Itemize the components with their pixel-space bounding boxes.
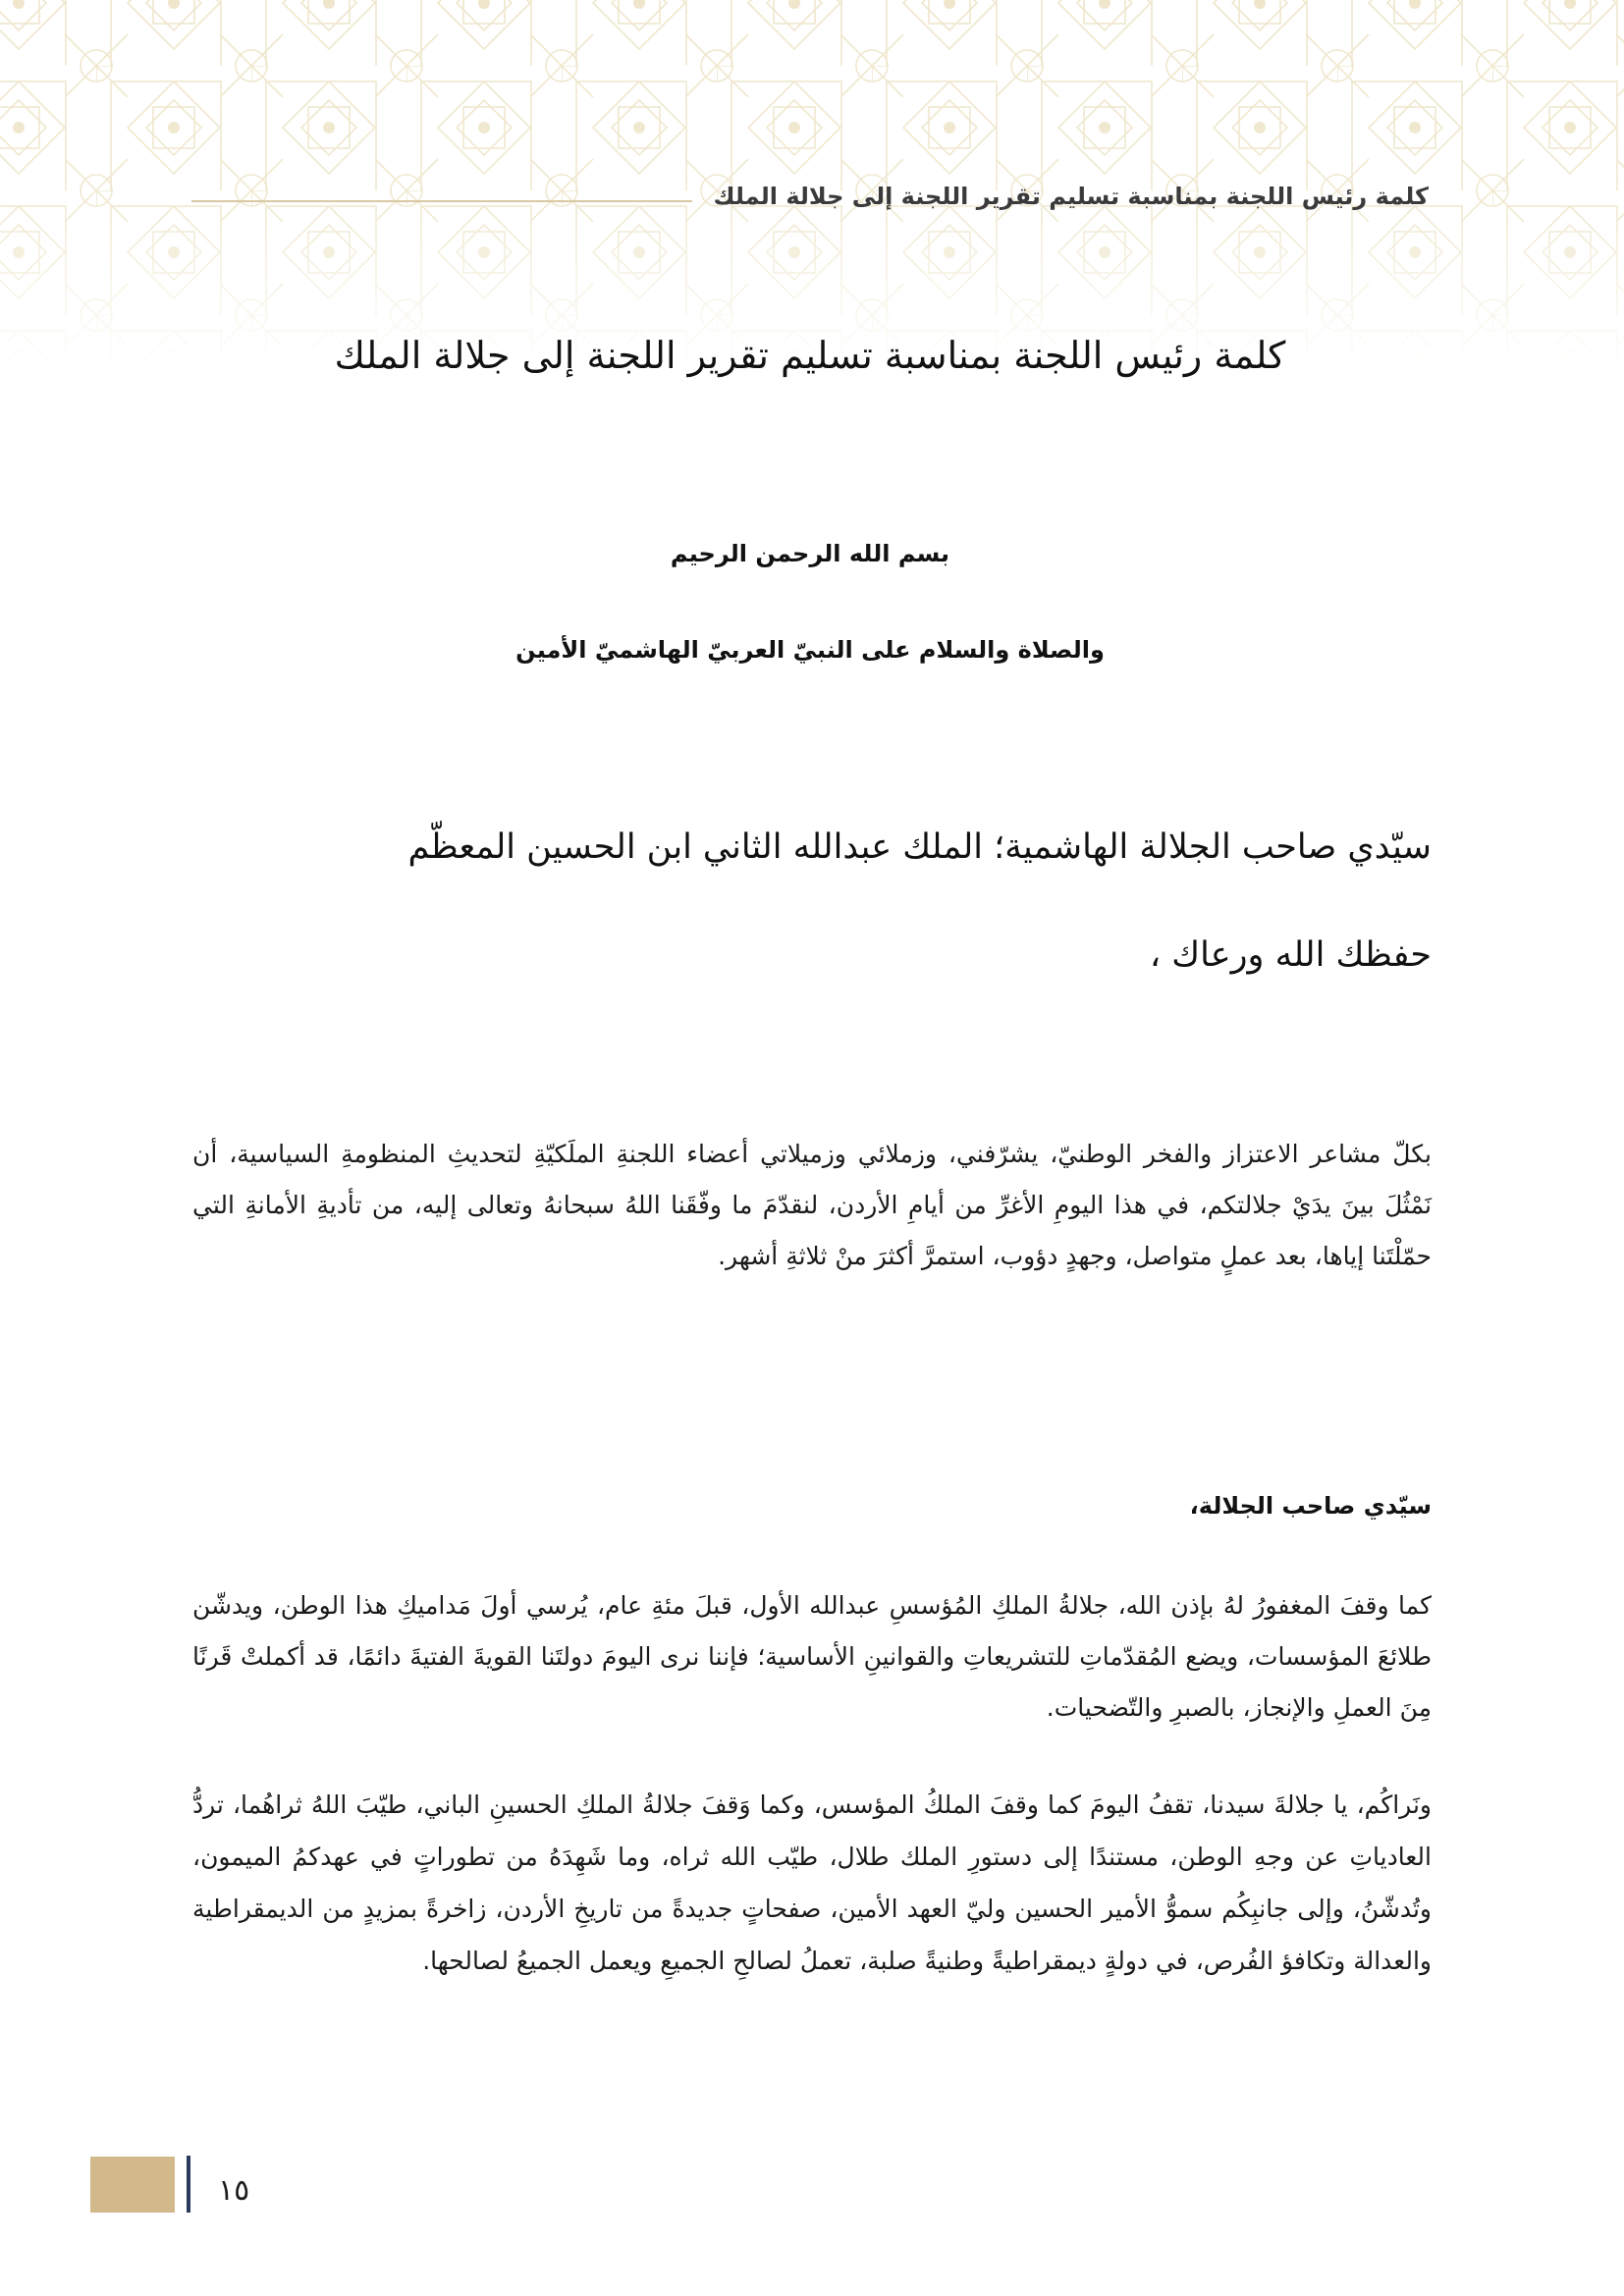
footer-divider-bar <box>187 2156 190 2213</box>
running-header <box>191 177 1429 216</box>
basmala-line: بسم الله الرحمن الرحيم <box>670 540 950 567</box>
page-footer <box>90 2155 249 2214</box>
header-divider-rule <box>191 200 692 202</box>
address-line: سيّدي صاحب الجلالة، <box>1189 1492 1432 1520</box>
body-paragraph-2: كما وقفَ المغفورُ لهُ بإذن الله، جلالةُ الملكِ المُؤسسِ عبدالله الأول، قبلَ مئةِ عام، يُرسي أولَ مَداميكِ هذا الوطن، ويدشّن طلائعَ المؤسسات، ويضع المُقدّماتِ للتشريعاتِ والقوانينِ الأساسية؛ فإننا نرى اليومَ دولتَنا القويةَ الفتيةَ دائمًا، قد أكملتْ قَرنًا مِنَ العملِ والإنجاز، بالصبرِ والتّضحيات. <box>192 1591 1432 1722</box>
blessing-line: حفظك الله ورعاك ، <box>1149 935 1432 975</box>
body-paragraph-1: بكلّ مشاعر الاعتزاز والفخر الوطنيّ، يشرّفني، وزملائي وزميلاتي أعضاء اللجنةِ الملَكيّةِ لتحديثِ المنظومةِ السياسية، أن نَمْثُلَ بينَ يدَيْ جلالتكم، في هذا اليومِ الأغرِّ من أيامِ الأردن، لنقدّمَ ما وفّقَنا اللهُ سبحانهُ وتعالى إليه، من تأديةِ الأمانةِ التي حمّلْتَنا إياها، بعد عملٍ متواصل، وجهدٍ دؤوب، استمرَّ أكثرَ منْ ثلاثةِ أشهر. <box>192 1140 1432 1270</box>
running-header-title: كلمة رئيس اللجنة بمناسبة تسليم تقرير اللجنة إلى جلالة الملك <box>713 183 1429 210</box>
footer-color-block <box>90 2157 175 2213</box>
body-paragraph-3: ونَراكُم، يا جلالةَ سيدنا، تقفُ اليومَ كما وقفَ الملكُ المؤسس، وكما وَقفَ جلالةُ الملكِ الحسينِ الباني، طيّبَ اللهُ ثراهُما، تردُّ العادياتِ عن وجهِ الوطن، مستندًا إلى دستورِ الملك طلال، طيّب الله ثراه، وما شَهِدَهُ من تطوراتٍ في عهدكمُ الميمون، وتُدشّنُ، وإلى جانبِكُم سموُّ الأمير الحسين وليّ العهد الأمين، صفحاتٍ جديدةً من تاريخِ الأردن، زاخرةً بمزيدٍ من الديمقراطية والعدالة وتكافؤ الفُرص، في دولةٍ ديمقراطيةً وطنيةً صلبة، تعملُ لصالحِ الجميعِ ويعمل الجميعُ لصالحها. <box>192 1790 1432 1975</box>
salutation-heading: سيّدي صاحب الجلالة الهاشمية؛ الملك عبدالله الثاني ابن الحسين المعظّم <box>407 828 1432 867</box>
page-number: ١٥ <box>218 2172 250 2208</box>
page-title: كلمة رئيس اللجنة بمناسبة تسليم تقرير اللجنة إلى جلالة الملك <box>334 334 1286 377</box>
salat-line: والصلاة والسلام على النبيّ العربيّ الهاشميّ الأمين <box>515 636 1105 664</box>
